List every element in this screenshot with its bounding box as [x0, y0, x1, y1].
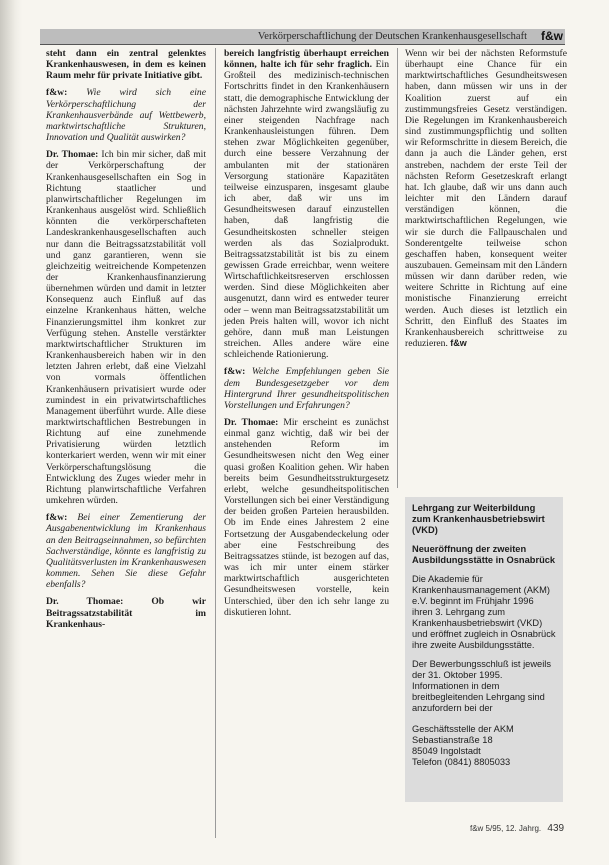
question-label: f&w: [224, 366, 246, 378]
page-number: 439 [547, 823, 565, 834]
answer-1 [46, 149, 206, 506]
header-title: Verkörperschaftlichung der Deutschen Krankenhausgesellschaft [257, 31, 527, 42]
column-1 [46, 48, 206, 630]
column-divider [215, 48, 216, 838]
page-footer [470, 823, 564, 834]
question-label: f&w: [46, 87, 68, 99]
answer-3 [224, 417, 389, 618]
answer-label: Dr. Thomae: [46, 596, 124, 608]
address-line: 85049 Ingolstadt [412, 746, 481, 756]
question-text: Welche Empfehlungen geben Sie dem Bundesgesetzgeber vor dem Hintergrund Ihrer gesundheitspolitischen Vorstellungen und Erfahrungen? [224, 366, 389, 411]
running-header [40, 29, 565, 45]
question-text: Bei einer Zementierung der Ausgabenentwicklung im Krankenhaus an den Beitragseinnahmen, so befürchten Sachverständige, könnte es langfristig zu Qualitätsverlusten im Krankenhauswesen kommen. Sehen Sie diese Gefahr ebenfalls? [46, 512, 206, 591]
answer-continued [405, 48, 567, 349]
column-3 [405, 48, 567, 349]
journal-logo: f&w [541, 29, 563, 43]
answer-2 [46, 596, 206, 629]
intro-paragraph: steht dann ein zentral gelenktes Krankenhauswesen, in dem es keinen Raum mehr für private Initiative gibt. [46, 48, 206, 82]
address-line: Sebastianstraße 18 [412, 735, 493, 745]
box-text: Der Bewerbungsschluß ist jeweils der 31. Oktober 1995. Informationen in dem breitbegleitenden Lehrgang sind anzufordern bei der [412, 659, 551, 713]
answer-text: Ein Großteil des medizinisch-technischen Fortschritts findet in den Krankenhäusern statt, die demographische Entwicklung der nächsten Jahrzehnte wird zwangsläufig zu einer steigenden Nachfrage nach Krankenhausleistungen führen. Dem stehen zwar Möglichkeiten gegenüber, durch eine bessere Verzahnung der ambulanten mit der stationären Versorgung stationäre Kapazitäten teilweise einzusparen, insgesamt glaube ich aber, daß wir uns im Gesundheitswesen darauf einzustellen haben, daß langfristig die Gesundheitskosten schneller steigen werden als das Sozialprodukt. Beitragssatzstabilität ist bis zu einem gewissen Grade erreichbar, wenn weitere Wirtschaftlichkeitsreserven erschlossen werden. Sind diese Möglichkeiten aber ausgenutzt, dann wird es entweder teurer oder – wenn man Beitragssatzstabilität um jeden Preis halten will, wovor ich nicht gehöre, dann muß man Leistungen streichen. Alles andere wäre eine schleichende Rationierung. [224, 59, 389, 361]
question-2 [46, 512, 206, 590]
box-title: Lehrgang zur Weiterbildung zum Krankenhausbetriebswirt (VKD) [412, 503, 545, 535]
answer-emphasis: bereich langfristig überhaupt erreichen können, halte ich für sehr fraglich. [224, 48, 389, 71]
address-line: Geschäftsstelle der AKM [412, 724, 514, 734]
box-text: Die Akademie für Krankenhausmanagement (AKM) e.V. beginnt im Frühjahr 1996 ihren 3. Lehrgang zum Krankenhausbetriebswirt (VKD) und eröffnet zugleich in Osnabrück ihre zweite Ausbildungsstätte. [412, 574, 556, 650]
contact-address [412, 724, 556, 768]
question-1 [46, 87, 206, 143]
question-text: Wie wird sich eine Verkörperschaftlichung der Krankenhausverbände auf Wettbewerb, marktwirtschaftliche Strukturen, Innovation und Qualität auswirken? [46, 87, 206, 144]
article-end-mark: f&w [450, 338, 467, 349]
answer-continued [224, 48, 389, 360]
page-edge-shadow [0, 0, 22, 865]
box-subtitle: Neueröffnung der zweiten Ausbildungsstätte in Osnabrück [412, 544, 556, 565]
question-3 [224, 366, 389, 411]
phone-line: Telefon (0841) 8805033 [412, 757, 511, 767]
issue-info: f&w 5/95, 12. Jahrg. [470, 824, 542, 833]
answer-text: Wenn wir bei der nächsten Reformstufe überhaupt eine Chance für ein marktwirtschaftliches Gesundheitswesen haben, dann müssen wir uns in der Koalition zuerst auf ein zustimmungsfreies Gesetz verständigen. Die Regelungen im Krankenhausbereich sind zustimmungspflichtig und sollten wir Reformschritte in diesem Bereich, die dann ja auch die Länder gehen, erst anstreben, nachdem der erste Teil der nächsten Reform Gesetzeskraft erlangt hat. Ich glaube, daß wir uns dann auch leichter mit den Ländern darauf verständigen können, die marktwirtschaftlichen Regelungen, wie wir sie durch die Fallpauschalen und Sonderentgelte teilweise schon geschaffen haben, konsequent weiter auszubauen. Gemeinsam mit den Ländern müssen wir dann darüber reden, wie weitere Schritte in Richtung auf eine monistische Finanzierung erreicht werden. Auch dieses ist letztlich ein Schritt, den Einfluß des Staates im Krankenhausbereich schrittweise zu reduzieren. [405, 48, 567, 350]
column-divider [397, 48, 398, 488]
answer-text: Ich bin mir sicher, daß mit der Verkörperschaftung der Krankenhausgesellschaften ein Sog in Richtung staatlicher und planwirtschaftlicher Regelungen im Krankenhaus ausgelöst wird. Schließlich könnten die verkörperschafteten Landeskrankenhausgesellschaften auch nur dann die Beitragssatzstabilität voll und ganz garantieren, wenn sie gleichzeitig weitreichende Kompetenzen der Krankenhausfinanzierung übernehmen würden und damit in letzter Konsequenz auch Einfluß auf das einzelne Krankenhaus hätten, welche Finanzierungsmittel ihm konkret zur Verfügung stehen. Anstelle verstärkter marktwirtschaftlicher Strukturen im Krankenhausbereich haben wir in den letzten Jahren erlebt, daß eine Vielzahl von vormals öffentlichen Krankenhäusern privatisiert wurde oder zumindest in ein privatwirtschaftliches Management überführt wurde. Alle diese marktwirtschaftlichen Bestrebungen in Richtung auf eine zunehmende Privatisierung würden letztlich konterkariert werden, wenn wir mit einer Verkörperschaftungslösung die Entwicklung des Zuges wieder mehr in Richtung planwirtschaftliche Verfahren umkehren würden. [46, 149, 207, 507]
question-label: f&w: [46, 512, 68, 524]
answer-label: Dr. Thomae: [46, 149, 99, 161]
column-2 [224, 48, 389, 618]
answer-text: Ob wir Beitragssatzstabilität im Krankenhaus- [46, 596, 206, 630]
answer-label: Dr. Thomae: [224, 417, 279, 428]
answer-text: Mir erscheint es zunächst einmal ganz wichtig, daß wir bei der anstehenden Reform im Gesundheitswesen nicht den Weg einer quasi großen Koalition gehen. Wir haben bereits beim Gesundheitsstrukturgesetz erlebt, welche gesundheitspolitischen Vorstellungen sich bei einer Verständigung der beiden großen Parteien herausbilden. Ob im Ende eines Jahrestem 2 eine Fortsetzung der Ausgabendeckelung oder aber eine Festschreibung des Beitragssatzes stünde, ist bezogen auf das, was ich mir unter einem stärker marktwirtschaftlich ausgerichteten Gesundheitswesen vorstelle, kein Unterschied, über den ich sehr lange zu diskutieren lohnt. [224, 417, 389, 618]
course-announcement-box [405, 497, 563, 802]
